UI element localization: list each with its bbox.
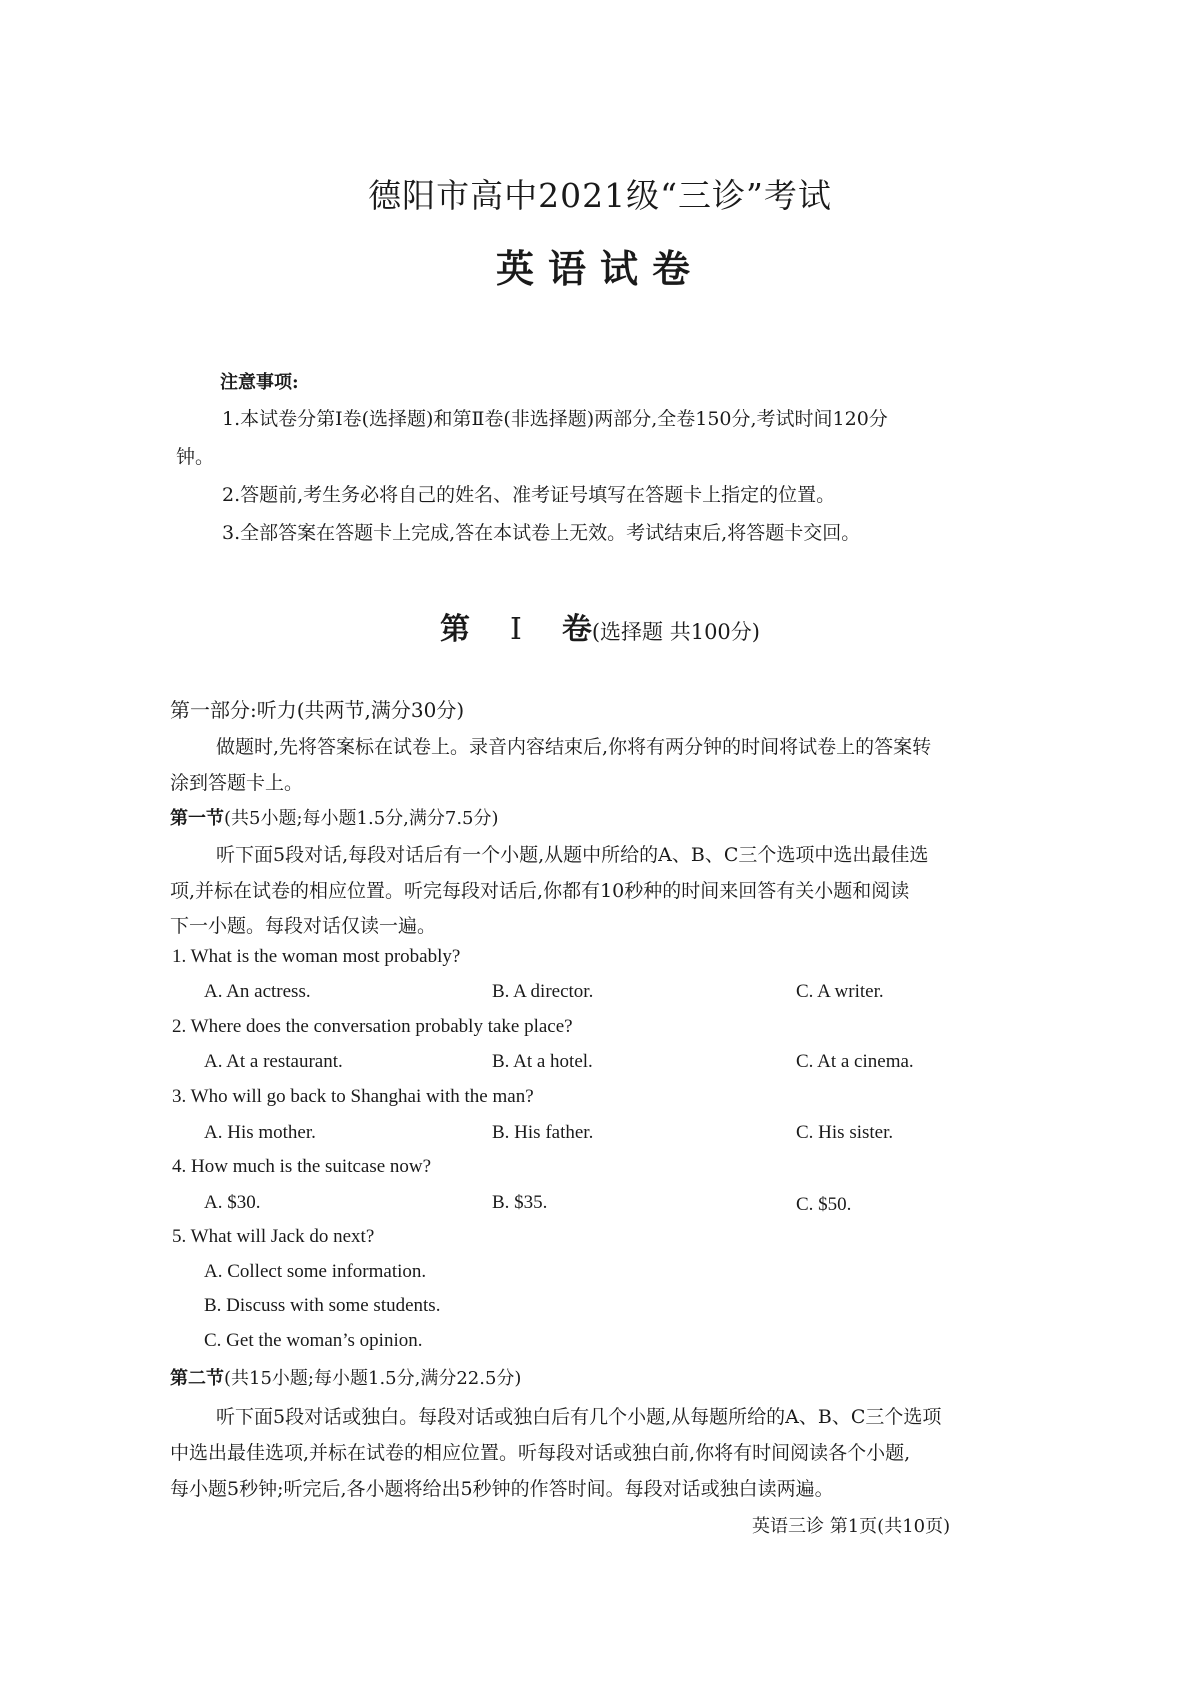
q4-option-a: A. $30. xyxy=(204,1192,261,1213)
section2-intro-3: 每小题5秒钟;听完后,各小题将给出5秒钟的作答时间。每段对话或独白读两遍。 xyxy=(170,1478,834,1500)
exam-title: 德阳市高中2021级“三诊”考试 xyxy=(368,176,832,215)
part1-heading: 第一部分:听力(共两节,满分30分) xyxy=(170,698,465,722)
section1-intro-2: 项,并标在试卷的相应位置。听完每段对话后,你都有10秒种的时间来回答有关小题和阅读 xyxy=(170,880,910,902)
q5-option-a: A. Collect some information. xyxy=(204,1261,427,1282)
q3-option-a: A. His mother. xyxy=(204,1122,316,1143)
part1-intro-1: 做题时,先将答案标在试卷上。录音内容结束后,你将有两分钟的时间将试卷上的答案转 xyxy=(216,736,932,758)
q5-option-b: B. Discuss with some students. xyxy=(204,1295,441,1316)
q2-option-b: B. At a hotel. xyxy=(492,1051,593,1072)
q4-option-b: B. $35. xyxy=(492,1192,548,1213)
section1-heading xyxy=(170,804,499,830)
page-footer: 英语三诊 第1页(共10页) xyxy=(752,1516,951,1537)
question-4: 4. How much is the suitcase now? xyxy=(172,1156,432,1177)
volume-title xyxy=(0,604,1200,648)
q4-option-c: C. $50. xyxy=(796,1194,852,1215)
volume-numeral: Ⅰ xyxy=(509,612,522,647)
section2-heading xyxy=(170,1364,521,1390)
question-2: 2. Where does the conversation probably take place? xyxy=(172,1016,573,1037)
section2-label: 第二节 xyxy=(170,1368,224,1389)
notice-item-2: 2.答题前,考生务必将自己的姓名、准考证号填写在答题卡上指定的位置。 xyxy=(222,484,836,506)
q1-option-b: B. A director. xyxy=(492,981,594,1002)
q2-option-c: C. At a cinema. xyxy=(796,1051,914,1072)
volume-word-2: 卷 xyxy=(561,612,592,647)
section2-intro-2: 中选出最佳选项,并标在试卷的相应位置。听每段对话或独白前,你将有时间阅读各个小题, xyxy=(170,1442,911,1464)
notice-heading: 注意事项: xyxy=(220,372,299,393)
notice-item-3: 3.全部答案在答题卡上完成,答在本试卷上无效。考试结束后,将答题卡交回。 xyxy=(222,522,861,544)
part1-intro-2: 涂到答题卡上。 xyxy=(170,772,304,794)
volume-note: (选择题 共100分) xyxy=(591,620,760,644)
question-5: 5. What will Jack do next? xyxy=(172,1226,375,1247)
q1-option-a: A. An actress. xyxy=(204,981,311,1002)
q3-option-c: C. His sister. xyxy=(796,1122,894,1143)
q2-option-a: A. At a restaurant. xyxy=(204,1051,343,1072)
notice-item-1-cont: 钟。 xyxy=(176,446,215,468)
question-3: 3. Who will go back to Shanghai with the man? xyxy=(172,1086,534,1107)
section1-label: 第一节 xyxy=(170,808,224,829)
exam-subtitle: 英语试卷 xyxy=(495,246,704,291)
notice-item-1: 1.本试卷分第Ⅰ卷(选择题)和第Ⅱ卷(非选择题)两部分,全卷150分,考试时间120分 xyxy=(222,408,888,430)
volume-word-1: 第 xyxy=(439,612,470,647)
q5-option-c: C. Get the woman’s opinion. xyxy=(204,1330,423,1351)
section2-intro-1: 听下面5段对话或独白。每段对话或独白后有几个小题,从每题所给的A、B、C三个选项 xyxy=(216,1406,942,1428)
section1-intro-1: 听下面5段对话,每段对话后有一个小题,从题中所给的A、B、C三个选项中选出最佳选 xyxy=(216,844,929,866)
q3-option-b: B. His father. xyxy=(492,1122,594,1143)
section1-info: (共5小题;每小题1.5分,满分7.5分) xyxy=(224,808,499,829)
q1-option-c: C. A writer. xyxy=(796,981,884,1002)
section1-intro-3: 下一小题。每段对话仅读一遍。 xyxy=(170,915,437,937)
section2-info: (共15小题;每小题1.5分,满分22.5分) xyxy=(224,1368,522,1389)
question-1: 1. What is the woman most probably? xyxy=(172,946,461,967)
